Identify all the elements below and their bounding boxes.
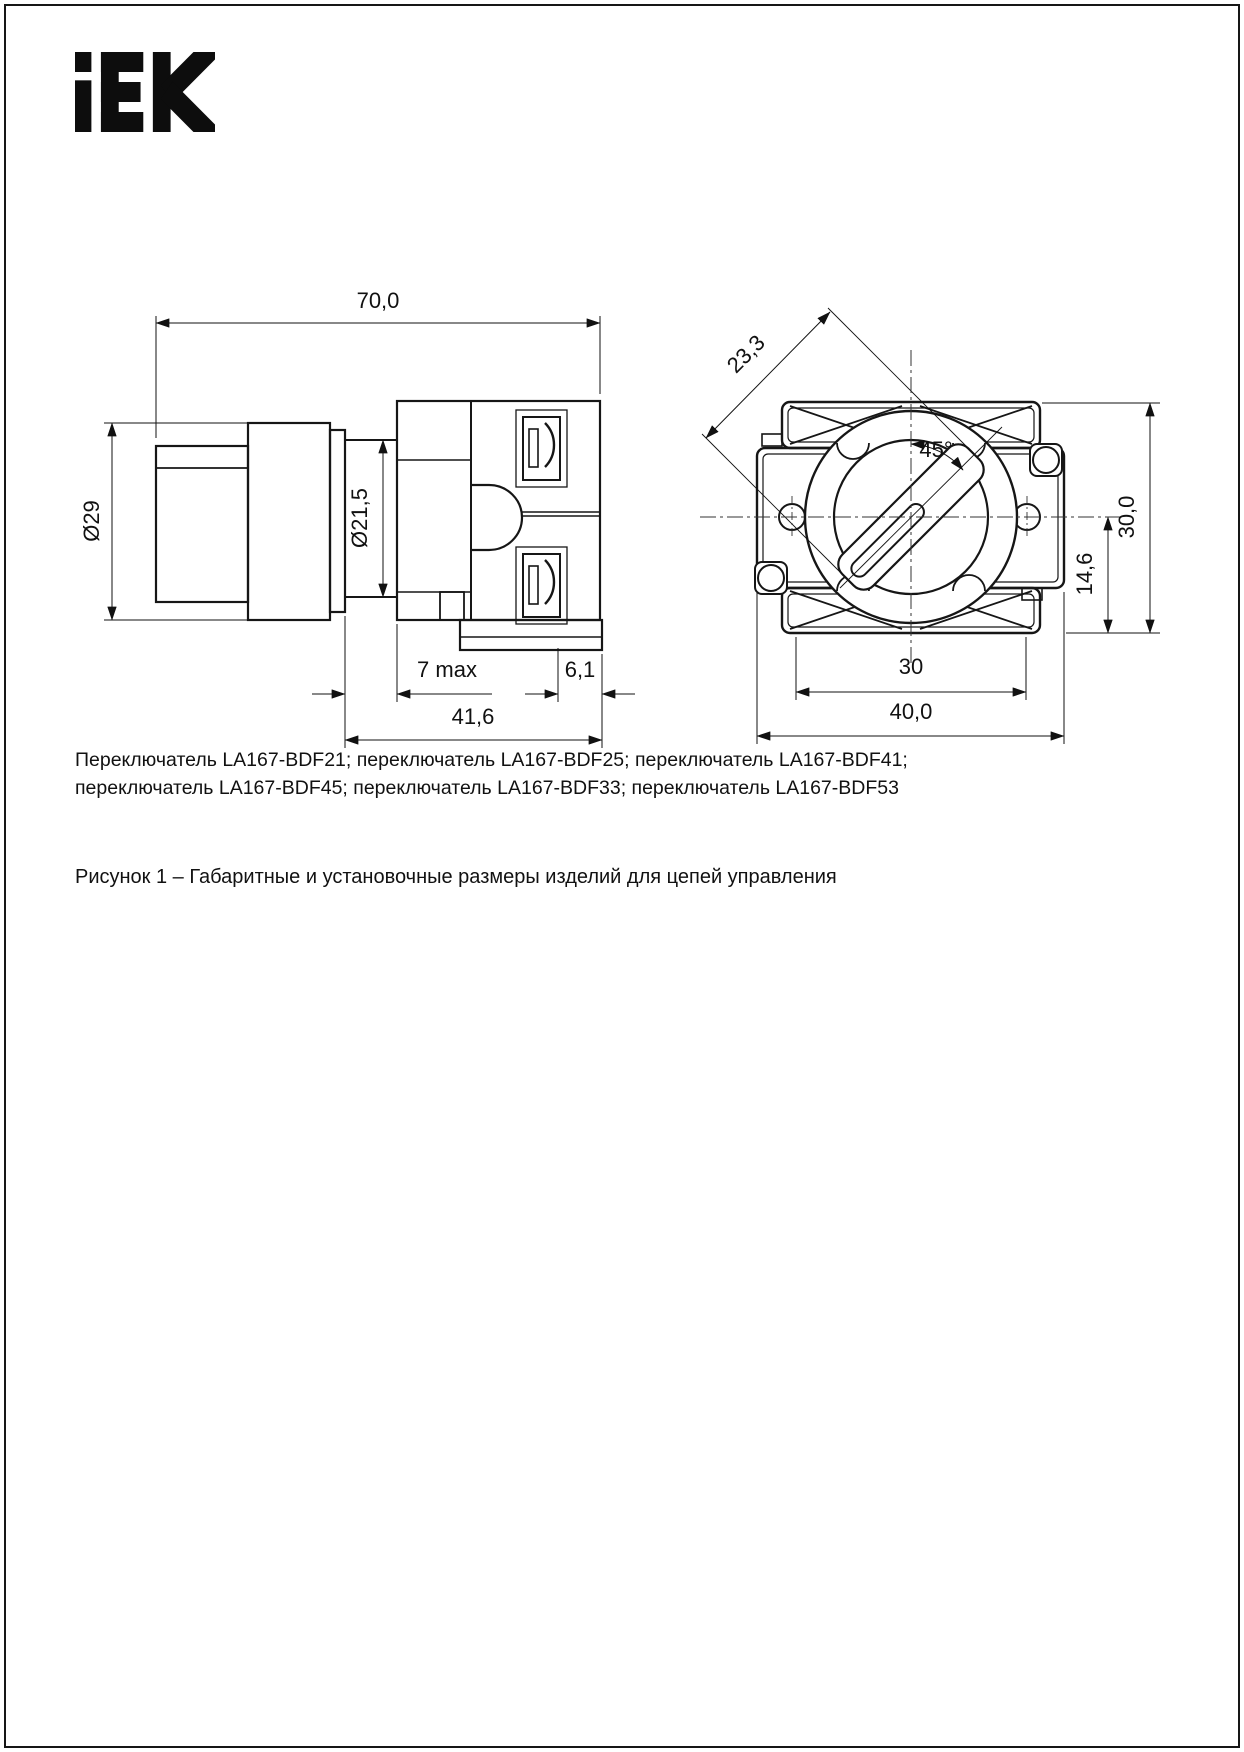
dim-knob-diameter: Ø29 <box>78 500 104 542</box>
dim-hole-spacing: 30 <box>898 653 924 679</box>
dim-width-total: 70,0 <box>356 287 400 313</box>
body-foot <box>440 592 464 620</box>
knob-side <box>156 446 248 602</box>
dim-handle-length: 23,3 <box>721 329 770 378</box>
dim-front-height: 30,0 <box>1113 495 1139 539</box>
dim-panel-max: 7 max <box>417 656 477 682</box>
terminal-clamp-top <box>516 410 567 487</box>
dim-neck-diameter: Ø21,5 <box>346 488 372 548</box>
actuator-tab <box>471 485 522 550</box>
dim-terminal-depth: 6,1 <box>564 656 596 682</box>
terminal-clamp-bottom <box>516 547 567 624</box>
product-list-line-2: переключатель LA167-BDF45; переключатель LA167-BDF33; переключатель LA167-BDF53 <box>75 777 899 799</box>
product-list-line-1: Переключатель LA167-BDF21; переключатель LA167-BDF25; переключатель LA167-BDF41; <box>75 749 908 771</box>
dim-center-to-bottom: 14,6 <box>1071 552 1097 596</box>
dim-front-width: 40,0 <box>889 698 933 724</box>
side-view <box>156 401 602 650</box>
notch-top-left <box>762 434 782 446</box>
body-outline <box>397 401 600 620</box>
dim-rotation-angle: 45° <box>919 436 953 462</box>
figure-caption: Рисунок 1 – Габаритные и установочные размеры изделий для цепей управления <box>75 866 837 888</box>
figure-1-drawing <box>0 0 1244 780</box>
dim-body-length: 41,6 <box>451 703 495 729</box>
product-list <box>75 746 1125 802</box>
bezel-step <box>330 430 345 612</box>
bezel-side <box>248 423 330 620</box>
